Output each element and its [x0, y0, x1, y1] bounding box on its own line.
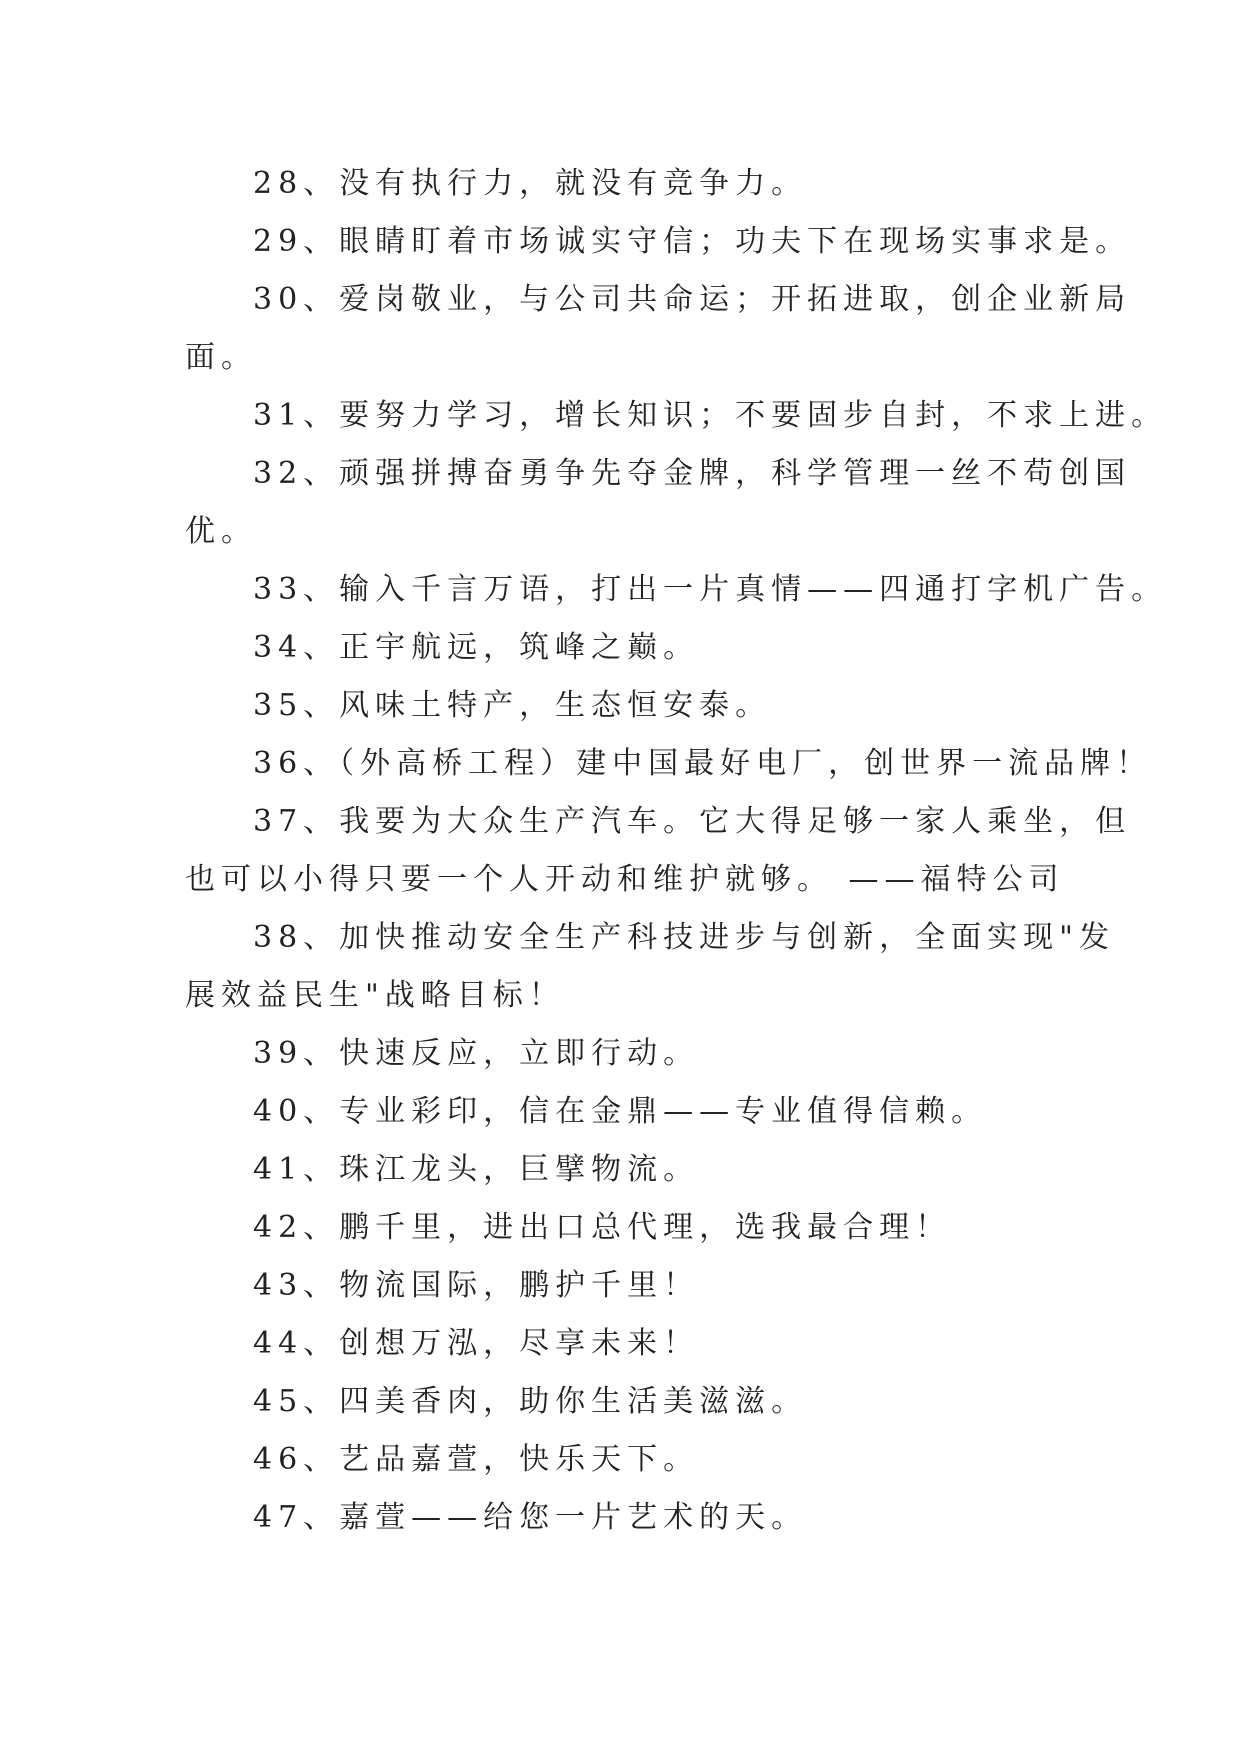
text-line-45: 45、四美香肉，助你生活美滋滋。: [253, 1384, 808, 1419]
text-line-42: 42、鹏千里，进出口总代理，选我最合理！: [253, 1210, 952, 1245]
text-line-31: 31、要努力学习，增长知识；不要固步自封，不求上进。: [253, 398, 1168, 433]
text-line-41: 41、珠江龙头，巨擘物流。: [253, 1152, 700, 1187]
text-line-40: 40、专业彩印，信在金鼎——专业值得信赖。: [253, 1094, 988, 1129]
text-line-33: 33、输入千言万语，打出一片真情——四通打字机广告。: [253, 572, 1168, 607]
text-line-37-continued: 也可以小得只要一个人开动和维护就够。 ——福特公司: [185, 862, 1065, 897]
text-line-29: 29、眼睛盯着市场诚实守信；功夫下在现场实事求是。: [253, 224, 1132, 259]
text-line-38-continued: 展效益民生"战略目标！: [185, 978, 565, 1013]
text-line-37: 37、我要为大众生产汽车。它大得足够一家人乘坐，但: [253, 804, 1132, 839]
text-line-47: 47、嘉萱——给您一片艺术的天。: [253, 1500, 808, 1535]
text-line-43: 43、物流国际，鹏护千里！: [253, 1268, 700, 1303]
text-line-35: 35、风味土特产，生态恒安泰。: [253, 688, 772, 723]
text-line-34: 34、正宇航远，筑峰之巅。: [253, 630, 700, 665]
text-line-46: 46、艺品嘉萱，快乐天下。: [253, 1442, 700, 1477]
text-line-30-continued: 面。: [185, 340, 257, 375]
text-line-39: 39、快速反应，立即行动。: [253, 1036, 700, 1071]
slogan-list: [185, 155, 1168, 1547]
text-line-44: 44、创想万泓，尽享未来！: [253, 1326, 700, 1361]
text-line-36: 36、（外高桥工程）建中国最好电厂，创世界一流品牌！: [253, 746, 1153, 781]
text-line-28: 28、没有执行力，就没有竞争力。: [253, 166, 808, 201]
text-line-32-continued: 优。: [185, 514, 257, 549]
text-line-32: 32、顽强拼搏奋勇争先夺金牌，科学管理一丝不苟创国: [253, 456, 1132, 491]
text-line-38: 38、加快推动安全生产科技进步与创新，全面实现"发: [253, 920, 1115, 955]
text-line-30: 30、爱岗敬业，与公司共命运；开拓进取，创企业新局: [253, 282, 1132, 317]
